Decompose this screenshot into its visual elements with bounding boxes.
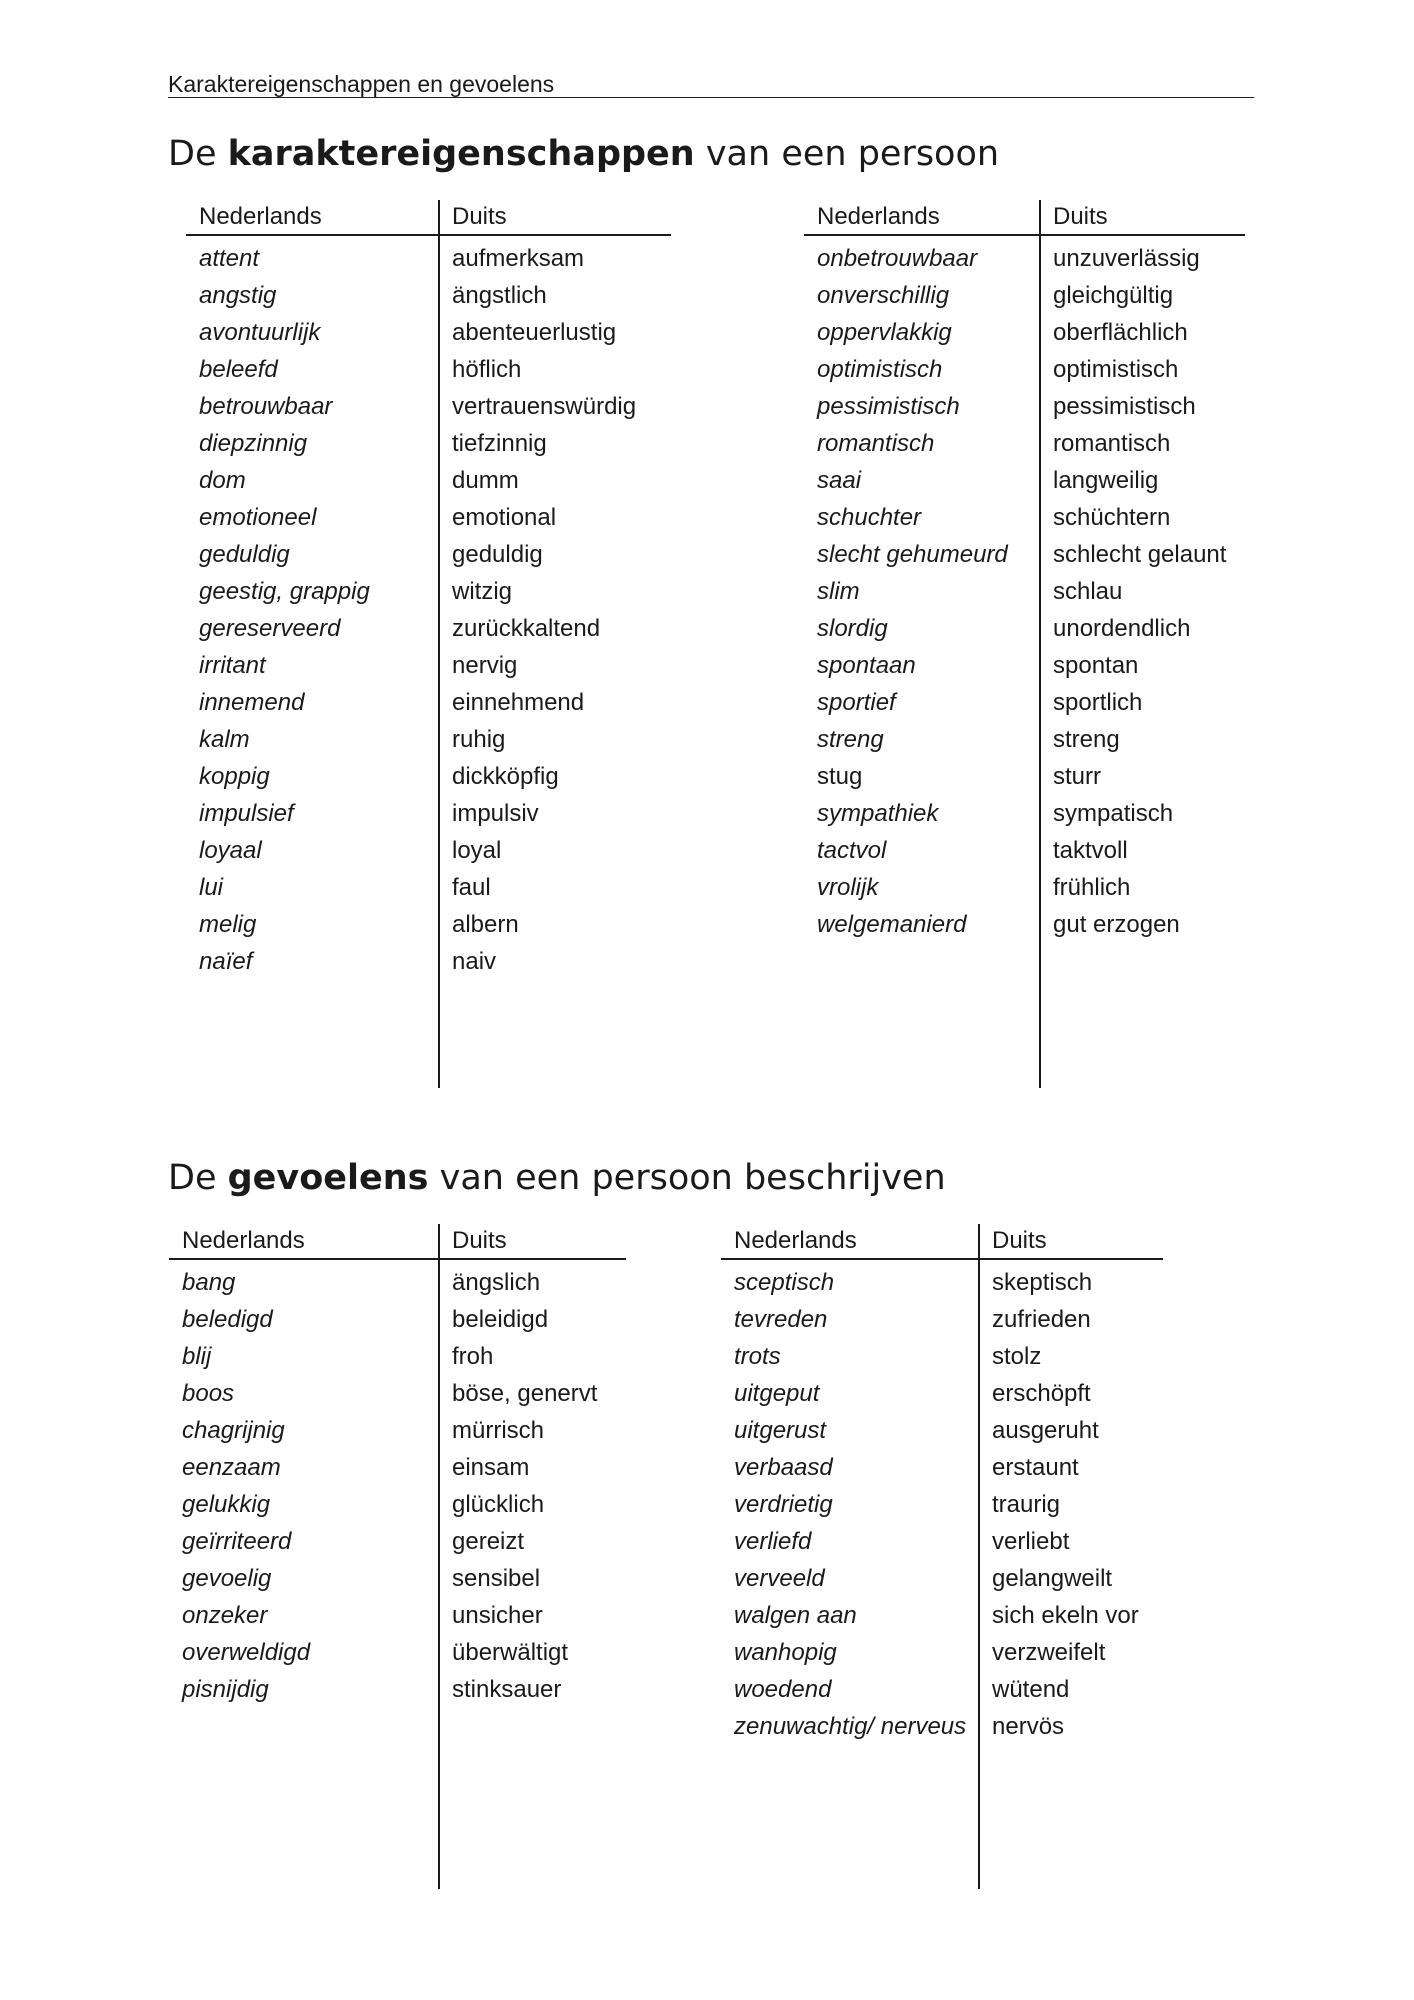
- column-header-duits: Duits: [439, 1224, 626, 1260]
- dutch-word: walgen aan: [734, 1602, 857, 1629]
- vocab-row: [721, 1486, 1163, 1523]
- vocab-row: [169, 1671, 626, 1708]
- dutch-word: impulsief: [199, 800, 294, 827]
- vocab-row: [169, 1412, 626, 1449]
- vocab-row: [186, 536, 671, 573]
- vocab-row: [169, 1338, 626, 1375]
- vocab-row: [721, 1523, 1163, 1560]
- vocab-row: [804, 462, 1245, 499]
- dutch-word: slecht gehumeurd: [817, 541, 1008, 568]
- german-word: froh: [452, 1343, 494, 1370]
- german-word: spontan: [1053, 652, 1139, 679]
- german-word: nervig: [452, 652, 518, 679]
- dutch-word: gevoelig: [182, 1565, 272, 1592]
- vocab-list: [169, 1264, 626, 1708]
- german-word: wütend: [992, 1676, 1070, 1703]
- vocab-row: [186, 277, 671, 314]
- vocab-row: [169, 1375, 626, 1412]
- german-word: sportlich: [1053, 689, 1143, 716]
- german-word: gut erzogen: [1053, 911, 1180, 938]
- vocab-row: [804, 906, 1245, 943]
- feelings-table-right: [721, 1224, 1163, 1889]
- feelings-table-left: [169, 1224, 626, 1889]
- dutch-word: eenzaam: [182, 1454, 281, 1481]
- german-word: impulsiv: [452, 800, 539, 827]
- vocab-row: [186, 462, 671, 499]
- vocab-row: [186, 869, 671, 906]
- german-word: stinksauer: [452, 1676, 562, 1703]
- dutch-word: avontuurlijk: [199, 319, 321, 346]
- dutch-word: wanhopig: [734, 1639, 837, 1666]
- vocab-row: [804, 499, 1245, 536]
- vocab-row: [804, 314, 1245, 351]
- dutch-word: boos: [182, 1380, 235, 1407]
- german-word: unsicher: [452, 1602, 543, 1629]
- column-header-nederlands: Nederlands: [721, 1224, 979, 1260]
- german-word: optimistisch: [1053, 356, 1179, 383]
- german-word: aufmerksam: [452, 245, 585, 272]
- dutch-word: onverschillig: [817, 282, 950, 309]
- page-header-title: Karaktereigenschappen en gevoelens: [168, 70, 1254, 98]
- heading-bold-word: gevoelens: [227, 1158, 429, 1198]
- dutch-word: verliefd: [734, 1528, 812, 1555]
- dutch-word: optimistisch: [817, 356, 943, 383]
- german-word: dickköpfig: [452, 763, 559, 790]
- german-word: gereizt: [452, 1528, 525, 1555]
- german-word: sympatisch: [1053, 800, 1174, 827]
- vocab-row: [169, 1486, 626, 1523]
- german-word: pessimistisch: [1053, 393, 1196, 420]
- vocab-row: [721, 1597, 1163, 1634]
- german-word: gelangweilt: [992, 1565, 1113, 1592]
- dutch-word: romantisch: [817, 430, 935, 457]
- dutch-word: verbaasd: [734, 1454, 833, 1481]
- german-word: stolz: [992, 1343, 1042, 1370]
- vocab-row: [721, 1708, 1163, 1745]
- dutch-word: innemend: [199, 689, 305, 716]
- dutch-word: overweldigd: [182, 1639, 311, 1666]
- dutch-word: dom: [199, 467, 246, 494]
- german-word: zurückkaltend: [452, 615, 601, 642]
- dutch-word: pisnijdig: [182, 1676, 269, 1703]
- column-header-nederlands: Nederlands: [169, 1224, 439, 1260]
- section-heading-feelings: [168, 1158, 946, 1198]
- german-word: frühlich: [1053, 874, 1131, 901]
- german-word: glücklich: [452, 1491, 545, 1518]
- heading-prefix: De: [168, 1158, 228, 1198]
- dutch-word: schuchter: [817, 504, 922, 531]
- vocab-row: [804, 795, 1245, 832]
- german-word: erstaunt: [992, 1454, 1079, 1481]
- vocab-row: [804, 832, 1245, 869]
- german-word: beleidigd: [452, 1306, 549, 1333]
- dutch-word: slordig: [817, 615, 888, 642]
- dutch-word: diepzinnig: [199, 430, 308, 457]
- german-word: taktvoll: [1053, 837, 1128, 864]
- dutch-word: streng: [817, 726, 884, 753]
- german-word: unordendlich: [1053, 615, 1191, 642]
- column-header-nederlands: Nederlands: [804, 200, 1040, 236]
- german-word: gleichgültig: [1053, 282, 1174, 309]
- column-header-duits: Duits: [979, 1224, 1163, 1260]
- column-header-duits: Duits: [439, 200, 671, 236]
- vocab-row: [804, 277, 1245, 314]
- vocab-row: [721, 1449, 1163, 1486]
- vocab-row: [186, 795, 671, 832]
- vocab-row: [804, 758, 1245, 795]
- dutch-word: sceptisch: [734, 1269, 835, 1296]
- dutch-word: geïrriteerd: [182, 1528, 292, 1555]
- dutch-word: koppig: [199, 763, 270, 790]
- german-word: emotional: [452, 504, 557, 531]
- german-word: vertrauenswürdig: [452, 393, 637, 420]
- vocab-row: [721, 1412, 1163, 1449]
- dutch-word: welgemanierd: [817, 911, 967, 938]
- dutch-word: gereserveerd: [199, 615, 341, 642]
- vocab-row: [804, 388, 1245, 425]
- dutch-word: tevreden: [734, 1306, 828, 1333]
- vocab-row: [169, 1301, 626, 1338]
- german-word: schlecht gelaunt: [1053, 541, 1227, 568]
- german-word: tiefzinnig: [452, 430, 547, 457]
- german-word: skeptisch: [992, 1269, 1093, 1296]
- vocab-row: [186, 351, 671, 388]
- german-word: einsam: [452, 1454, 530, 1481]
- german-word: ruhig: [452, 726, 506, 753]
- german-word: höflich: [452, 356, 522, 383]
- vocab-row: [169, 1634, 626, 1671]
- german-word: dumm: [452, 467, 519, 494]
- vocab-list: [186, 240, 671, 980]
- german-word: geduldig: [452, 541, 543, 568]
- vocab-row: [186, 610, 671, 647]
- vocab-row: [721, 1338, 1163, 1375]
- german-word: überwältigt: [452, 1639, 569, 1666]
- german-word: ängstlich: [452, 282, 547, 309]
- vocab-row: [169, 1523, 626, 1560]
- dutch-word: saai: [817, 467, 862, 494]
- section-heading-character: [168, 134, 999, 174]
- dutch-word: uitgerust: [734, 1417, 827, 1444]
- vocab-list: [804, 240, 1245, 943]
- vocab-row: [186, 314, 671, 351]
- german-word: streng: [1053, 726, 1120, 753]
- german-word: erschöpft: [992, 1380, 1091, 1407]
- vocab-row: [721, 1671, 1163, 1708]
- heading-bold-word: karaktereigenschappen: [227, 134, 695, 174]
- dutch-word: woedend: [734, 1676, 832, 1703]
- heading-suffix: van een persoon beschrijven: [428, 1158, 946, 1198]
- dutch-word: irritant: [199, 652, 266, 679]
- german-word: sensibel: [452, 1565, 541, 1592]
- vocab-row: [186, 388, 671, 425]
- german-word: böse, genervt: [452, 1380, 598, 1407]
- vocab-row: [186, 573, 671, 610]
- dutch-word: geestig, grappig: [199, 578, 370, 605]
- character-table-left: [186, 200, 671, 1088]
- german-word: romantisch: [1053, 430, 1171, 457]
- vocab-row: [169, 1449, 626, 1486]
- vocab-row: [804, 647, 1245, 684]
- dutch-word: geduldig: [199, 541, 290, 568]
- vocab-row: [186, 906, 671, 943]
- dutch-word: verveeld: [734, 1565, 825, 1592]
- german-word: einnehmend: [452, 689, 585, 716]
- german-word: sturr: [1053, 763, 1101, 790]
- german-word: sich ekeln vor: [992, 1602, 1139, 1629]
- vocab-row: [186, 647, 671, 684]
- dutch-word: bang: [182, 1269, 236, 1296]
- german-word: albern: [452, 911, 519, 938]
- dutch-word: zenuwachtig/ nerveus: [734, 1713, 967, 1740]
- dutch-word: melig: [199, 911, 257, 938]
- vocab-row: [721, 1634, 1163, 1671]
- german-word: witzig: [452, 578, 513, 605]
- vocab-row: [169, 1264, 626, 1301]
- heading-suffix: van een persoon: [694, 134, 1000, 174]
- vocab-row: [169, 1560, 626, 1597]
- german-word: schlau: [1053, 578, 1123, 605]
- dutch-word: angstig: [199, 282, 277, 309]
- dutch-word: oppervlakkig: [817, 319, 952, 346]
- german-word: ängslich: [452, 1269, 541, 1296]
- vocab-row: [804, 610, 1245, 647]
- vocab-row: [721, 1264, 1163, 1301]
- german-word: verliebt: [992, 1528, 1070, 1555]
- dutch-word: betrouwbaar: [199, 393, 333, 420]
- dutch-word: vrolijk: [817, 874, 879, 901]
- vocab-row: [186, 425, 671, 462]
- dutch-word: sympathiek: [817, 800, 939, 827]
- dutch-word: uitgeput: [734, 1380, 820, 1407]
- dutch-word: loyaal: [199, 837, 262, 864]
- dutch-word: attent: [199, 245, 260, 272]
- dutch-word: beleefd: [199, 356, 278, 383]
- dutch-word: tactvol: [817, 837, 887, 864]
- vocab-row: [804, 425, 1245, 462]
- german-word: loyal: [452, 837, 502, 864]
- vocab-row: [186, 758, 671, 795]
- dutch-word: naïef: [199, 948, 253, 975]
- german-word: naiv: [452, 948, 497, 975]
- vocab-row: [186, 721, 671, 758]
- vocab-row: [186, 832, 671, 869]
- vocab-row: [721, 1301, 1163, 1338]
- german-word: mürrisch: [452, 1417, 545, 1444]
- german-word: traurig: [992, 1491, 1061, 1518]
- vocab-row: [804, 351, 1245, 388]
- vocab-row: [804, 240, 1245, 277]
- german-word: langweilig: [1053, 467, 1159, 494]
- dutch-word: pessimistisch: [817, 393, 960, 420]
- vocab-row: [186, 240, 671, 277]
- german-word: oberflächlich: [1053, 319, 1188, 346]
- dutch-word: chagrijnig: [182, 1417, 285, 1444]
- german-word: ausgeruht: [992, 1417, 1099, 1444]
- dutch-word: onzeker: [182, 1602, 268, 1629]
- dutch-word: slim: [817, 578, 860, 605]
- heading-prefix: De: [168, 134, 228, 174]
- german-word: zufrieden: [992, 1306, 1091, 1333]
- german-word: unzuverlässig: [1053, 245, 1200, 272]
- vocab-row: [804, 721, 1245, 758]
- dutch-word: lui: [199, 874, 224, 901]
- vocab-row: [186, 684, 671, 721]
- dutch-word: sportief: [817, 689, 896, 716]
- vocab-row: [721, 1560, 1163, 1597]
- vocab-list: [721, 1264, 1163, 1745]
- vocab-row: [186, 943, 671, 980]
- vocab-row: [804, 869, 1245, 906]
- dutch-word: spontaan: [817, 652, 916, 679]
- dutch-word: trots: [734, 1343, 781, 1370]
- dutch-word: stug: [817, 763, 863, 790]
- german-word: schüchtern: [1053, 504, 1171, 531]
- vocab-row: [721, 1375, 1163, 1412]
- vocab-row: [169, 1597, 626, 1634]
- vocab-row: [186, 499, 671, 536]
- vocab-row: [804, 536, 1245, 573]
- dutch-word: gelukkig: [182, 1491, 271, 1518]
- dutch-word: blij: [182, 1343, 212, 1370]
- column-header-nederlands: Nederlands: [186, 200, 439, 236]
- german-word: nervös: [992, 1713, 1065, 1740]
- dutch-word: verdrietig: [734, 1491, 833, 1518]
- vocab-row: [804, 684, 1245, 721]
- dutch-word: kalm: [199, 726, 250, 753]
- vocab-row: [804, 573, 1245, 610]
- dutch-word: emotioneel: [199, 504, 317, 531]
- column-header-duits: Duits: [1040, 200, 1245, 236]
- german-word: abenteuerlustig: [452, 319, 617, 346]
- dutch-word: beledigd: [182, 1306, 273, 1333]
- german-word: faul: [452, 874, 491, 901]
- character-table-right: [804, 200, 1245, 1088]
- german-word: verzweifelt: [992, 1639, 1106, 1666]
- dutch-word: onbetrouwbaar: [817, 245, 978, 272]
